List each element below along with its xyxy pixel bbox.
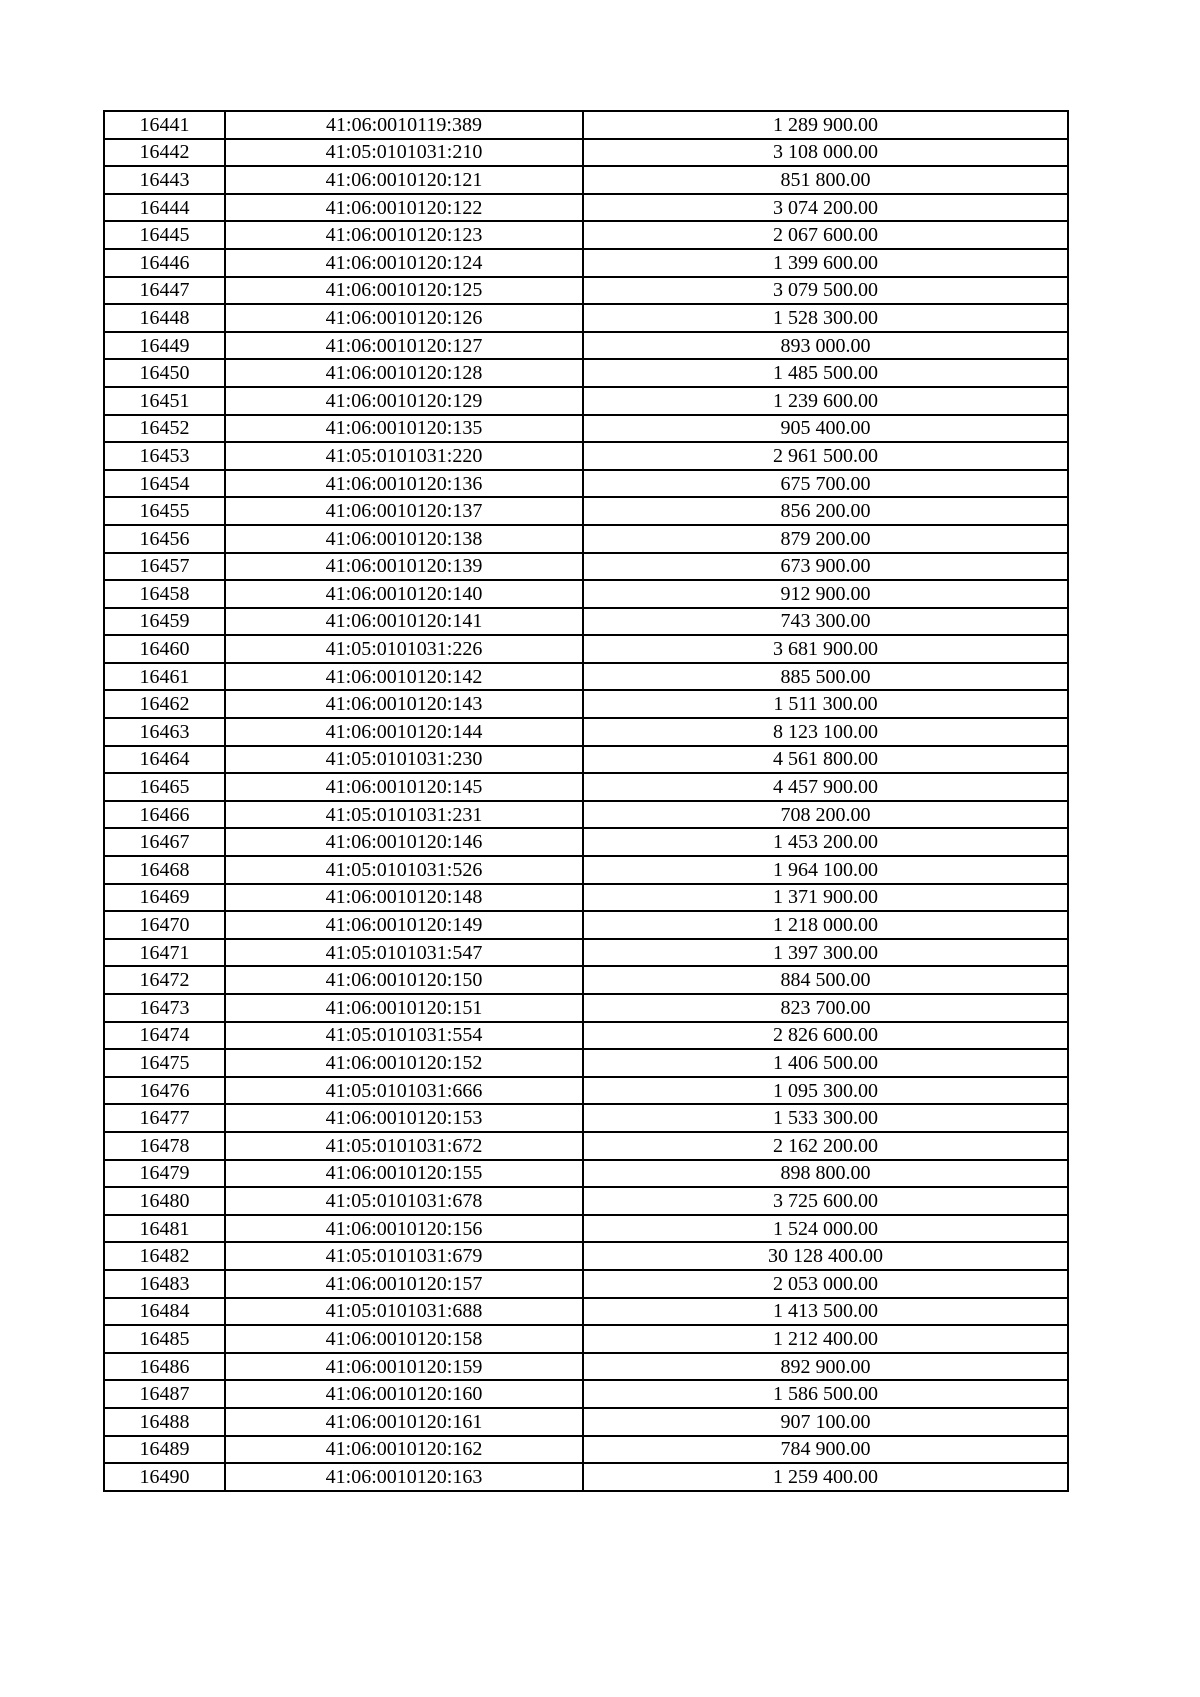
table-row [104, 801, 1068, 829]
cadastral-value-cell: 884 500.00 [583, 966, 1068, 994]
row-number-cell: 16459 [104, 608, 225, 636]
cadastral-number-cell: 41:06:0010119:389 [225, 111, 583, 139]
row-number-cell: 16471 [104, 939, 225, 967]
row-number-cell: 16446 [104, 249, 225, 277]
cadastral-number-cell: 41:06:0010120:150 [225, 966, 583, 994]
cadastral-value-cell: 1 511 300.00 [583, 690, 1068, 718]
row-number-cell: 16466 [104, 801, 225, 829]
cadastral-value-cell: 673 900.00 [583, 553, 1068, 581]
row-number-cell: 16454 [104, 470, 225, 498]
row-number-cell: 16443 [104, 166, 225, 194]
cadastral-value-cell: 905 400.00 [583, 415, 1068, 443]
cadastral-number-cell: 41:05:0101031:672 [225, 1132, 583, 1160]
row-number-cell: 16481 [104, 1215, 225, 1243]
cadastral-number-cell: 41:06:0010120:160 [225, 1380, 583, 1408]
cadastral-value-cell: 1 533 300.00 [583, 1104, 1068, 1132]
row-number-cell: 16487 [104, 1380, 225, 1408]
row-number-cell: 16476 [104, 1077, 225, 1105]
table-row [104, 939, 1068, 967]
cadastral-number-cell: 41:06:0010120:156 [225, 1215, 583, 1243]
table-row [104, 690, 1068, 718]
cadastral-number-cell: 41:05:0101031:210 [225, 139, 583, 167]
cadastral-value-cell: 3 074 200.00 [583, 194, 1068, 222]
table-row [104, 1132, 1068, 1160]
cadastral-number-cell: 41:06:0010120:141 [225, 608, 583, 636]
table-row [104, 1187, 1068, 1215]
row-number-cell: 16447 [104, 277, 225, 305]
table-row [104, 1242, 1068, 1270]
cadastral-value-cell: 879 200.00 [583, 525, 1068, 553]
row-number-cell: 16444 [104, 194, 225, 222]
cadastral-number-cell: 41:06:0010120:144 [225, 718, 583, 746]
cadastral-number-cell: 41:06:0010120:155 [225, 1160, 583, 1188]
cadastral-number-cell: 41:05:0101031:679 [225, 1242, 583, 1270]
cadastral-number-cell: 41:06:0010120:162 [225, 1436, 583, 1464]
row-number-cell: 16486 [104, 1353, 225, 1381]
cadastral-number-cell: 41:06:0010120:137 [225, 497, 583, 525]
cadastral-value-cell: 892 900.00 [583, 1353, 1068, 1381]
cadastral-number-cell: 41:06:0010120:135 [225, 415, 583, 443]
cadastral-number-cell: 41:06:0010120:149 [225, 911, 583, 939]
table-row [104, 442, 1068, 470]
cadastral-value-cell: 1 212 400.00 [583, 1325, 1068, 1353]
table-row [104, 1325, 1068, 1353]
row-number-cell: 16480 [104, 1187, 225, 1215]
table-row [104, 966, 1068, 994]
row-number-cell: 16490 [104, 1463, 225, 1491]
table-row [104, 304, 1068, 332]
cadastral-number-cell: 41:06:0010120:161 [225, 1408, 583, 1436]
table-row [104, 1353, 1068, 1381]
row-number-cell: 16469 [104, 884, 225, 912]
cadastral-number-cell: 41:06:0010120:139 [225, 553, 583, 581]
row-number-cell: 16473 [104, 994, 225, 1022]
cadastral-value-cell: 898 800.00 [583, 1160, 1068, 1188]
cadastral-value-cell: 2 053 000.00 [583, 1270, 1068, 1298]
cadastral-value-cell: 1 289 900.00 [583, 111, 1068, 139]
cadastral-value-cell: 1 413 500.00 [583, 1298, 1068, 1326]
cadastral-value-cell: 2 961 500.00 [583, 442, 1068, 470]
cadastral-number-cell: 41:06:0010120:127 [225, 332, 583, 360]
row-number-cell: 16448 [104, 304, 225, 332]
table-row [104, 1215, 1068, 1243]
row-number-cell: 16453 [104, 442, 225, 470]
table-row [104, 111, 1068, 139]
cadastral-number-cell: 41:06:0010120:159 [225, 1353, 583, 1381]
row-number-cell: 16463 [104, 718, 225, 746]
row-number-cell: 16478 [104, 1132, 225, 1160]
cadastral-number-cell: 41:06:0010120:129 [225, 387, 583, 415]
table-row [104, 773, 1068, 801]
table-row [104, 166, 1068, 194]
table-row [104, 580, 1068, 608]
cadastral-value-cell: 4 561 800.00 [583, 746, 1068, 774]
table-row [104, 635, 1068, 663]
cadastral-number-cell: 41:06:0010120:146 [225, 828, 583, 856]
cadastral-number-cell: 41:06:0010120:157 [225, 1270, 583, 1298]
table-row [104, 1380, 1068, 1408]
row-number-cell: 16460 [104, 635, 225, 663]
row-number-cell: 16450 [104, 359, 225, 387]
cadastral-value-cell: 1 586 500.00 [583, 1380, 1068, 1408]
row-number-cell: 16488 [104, 1408, 225, 1436]
cadastral-value-cell: 743 300.00 [583, 608, 1068, 636]
table-row [104, 415, 1068, 443]
table-row [104, 1022, 1068, 1050]
table-row [104, 994, 1068, 1022]
row-number-cell: 16457 [104, 553, 225, 581]
cadastral-value-cell: 907 100.00 [583, 1408, 1068, 1436]
cadastral-number-cell: 41:05:0101031:226 [225, 635, 583, 663]
cadastral-value-cell: 1 095 300.00 [583, 1077, 1068, 1105]
cadastral-value-cell: 8 123 100.00 [583, 718, 1068, 746]
row-number-cell: 16465 [104, 773, 225, 801]
cadastral-number-cell: 41:05:0101031:678 [225, 1187, 583, 1215]
cadastral-number-cell: 41:06:0010120:138 [225, 525, 583, 553]
row-number-cell: 16445 [104, 221, 225, 249]
table-row [104, 221, 1068, 249]
cadastral-value-cell: 2 067 600.00 [583, 221, 1068, 249]
table-row [104, 277, 1068, 305]
table-row [104, 1049, 1068, 1077]
row-number-cell: 16468 [104, 856, 225, 884]
table-row [104, 139, 1068, 167]
row-number-cell: 16452 [104, 415, 225, 443]
cadastral-value-cell: 784 900.00 [583, 1436, 1068, 1464]
cadastral-value-cell: 1 239 600.00 [583, 387, 1068, 415]
table-row [104, 525, 1068, 553]
cadastral-number-cell: 41:06:0010120:148 [225, 884, 583, 912]
cadastral-value-cell: 1 485 500.00 [583, 359, 1068, 387]
cadastral-value-cell: 1 259 400.00 [583, 1463, 1068, 1491]
cadastral-number-cell: 41:06:0010120:145 [225, 773, 583, 801]
cadastral-value-cell: 851 800.00 [583, 166, 1068, 194]
cadastral-value-cell: 1 371 900.00 [583, 884, 1068, 912]
cadastral-number-cell: 41:06:0010120:153 [225, 1104, 583, 1132]
row-number-cell: 16472 [104, 966, 225, 994]
cadastral-number-cell: 41:06:0010120:158 [225, 1325, 583, 1353]
row-number-cell: 16441 [104, 111, 225, 139]
table-row [104, 911, 1068, 939]
cadastral-value-cell: 4 457 900.00 [583, 773, 1068, 801]
table-row [104, 332, 1068, 360]
cadastral-number-cell: 41:06:0010120:126 [225, 304, 583, 332]
table-row [104, 470, 1068, 498]
row-number-cell: 16475 [104, 1049, 225, 1077]
cadastral-value-cell: 1 528 300.00 [583, 304, 1068, 332]
row-number-cell: 16451 [104, 387, 225, 415]
cadastral-value-cell: 1 218 000.00 [583, 911, 1068, 939]
cadastral-value-cell: 823 700.00 [583, 994, 1068, 1022]
table-row [104, 1160, 1068, 1188]
cadastral-number-cell: 41:06:0010120:121 [225, 166, 583, 194]
row-number-cell: 16484 [104, 1298, 225, 1326]
row-number-cell: 16470 [104, 911, 225, 939]
table-row [104, 249, 1068, 277]
cadastral-number-cell: 41:06:0010120:123 [225, 221, 583, 249]
cadastral-number-cell: 41:06:0010120:163 [225, 1463, 583, 1491]
table-row [104, 1463, 1068, 1491]
row-number-cell: 16479 [104, 1160, 225, 1188]
table-row [104, 608, 1068, 636]
table-row [104, 1104, 1068, 1132]
cadastral-number-cell: 41:06:0010120:142 [225, 663, 583, 691]
cadastral-value-table [103, 110, 1069, 1492]
table-row [104, 718, 1068, 746]
table-row [104, 1298, 1068, 1326]
row-number-cell: 16456 [104, 525, 225, 553]
table-row [104, 884, 1068, 912]
table-row [104, 359, 1068, 387]
table-row [104, 1077, 1068, 1105]
cadastral-value-cell: 708 200.00 [583, 801, 1068, 829]
row-number-cell: 16485 [104, 1325, 225, 1353]
cadastral-number-cell: 41:05:0101031:220 [225, 442, 583, 470]
table-row [104, 663, 1068, 691]
cadastral-value-cell: 912 900.00 [583, 580, 1068, 608]
row-number-cell: 16455 [104, 497, 225, 525]
cadastral-number-cell: 41:05:0101031:688 [225, 1298, 583, 1326]
table-row [104, 746, 1068, 774]
cadastral-value-cell: 2 162 200.00 [583, 1132, 1068, 1160]
cadastral-value-cell: 1 524 000.00 [583, 1215, 1068, 1243]
cadastral-number-cell: 41:06:0010120:124 [225, 249, 583, 277]
table-row [104, 553, 1068, 581]
cadastral-value-cell: 3 681 900.00 [583, 635, 1068, 663]
row-number-cell: 16489 [104, 1436, 225, 1464]
cadastral-number-cell: 41:06:0010120:140 [225, 580, 583, 608]
cadastral-value-cell: 3 725 600.00 [583, 1187, 1068, 1215]
table-row [104, 1408, 1068, 1436]
cadastral-number-cell: 41:06:0010120:122 [225, 194, 583, 222]
row-number-cell: 16483 [104, 1270, 225, 1298]
row-number-cell: 16458 [104, 580, 225, 608]
table-row [104, 828, 1068, 856]
cadastral-value-cell: 2 826 600.00 [583, 1022, 1068, 1050]
cadastral-value-cell: 675 700.00 [583, 470, 1068, 498]
cadastral-number-cell: 41:05:0101031:231 [225, 801, 583, 829]
cadastral-value-cell: 1 964 100.00 [583, 856, 1068, 884]
cadastral-value-cell: 885 500.00 [583, 663, 1068, 691]
row-number-cell: 16449 [104, 332, 225, 360]
row-number-cell: 16462 [104, 690, 225, 718]
table-row [104, 194, 1068, 222]
cadastral-value-cell: 3 079 500.00 [583, 277, 1068, 305]
row-number-cell: 16482 [104, 1242, 225, 1270]
cadastral-number-cell: 41:05:0101031:230 [225, 746, 583, 774]
table-row [104, 856, 1068, 884]
table-row [104, 1270, 1068, 1298]
cadastral-value-cell: 856 200.00 [583, 497, 1068, 525]
cadastral-value-cell: 1 399 600.00 [583, 249, 1068, 277]
cadastral-number-cell: 41:05:0101031:554 [225, 1022, 583, 1050]
row-number-cell: 16464 [104, 746, 225, 774]
cadastral-value-cell: 3 108 000.00 [583, 139, 1068, 167]
cadastral-number-cell: 41:06:0010120:125 [225, 277, 583, 305]
cadastral-number-cell: 41:06:0010120:128 [225, 359, 583, 387]
cadastral-number-cell: 41:06:0010120:152 [225, 1049, 583, 1077]
cadastral-value-cell: 1 453 200.00 [583, 828, 1068, 856]
row-number-cell: 16461 [104, 663, 225, 691]
table-row [104, 1436, 1068, 1464]
cadastral-number-cell: 41:05:0101031:526 [225, 856, 583, 884]
cadastral-value-cell: 893 000.00 [583, 332, 1068, 360]
cadastral-number-cell: 41:05:0101031:666 [225, 1077, 583, 1105]
row-number-cell: 16442 [104, 139, 225, 167]
cadastral-value-cell: 1 406 500.00 [583, 1049, 1068, 1077]
table-row [104, 387, 1068, 415]
cadastral-number-cell: 41:06:0010120:143 [225, 690, 583, 718]
cadastral-value-cell: 1 397 300.00 [583, 939, 1068, 967]
cadastral-number-cell: 41:06:0010120:136 [225, 470, 583, 498]
cadastral-value-cell: 30 128 400.00 [583, 1242, 1068, 1270]
cadastral-number-cell: 41:05:0101031:547 [225, 939, 583, 967]
row-number-cell: 16467 [104, 828, 225, 856]
cadastral-number-cell: 41:06:0010120:151 [225, 994, 583, 1022]
table-body [104, 111, 1068, 1491]
row-number-cell: 16474 [104, 1022, 225, 1050]
table-row [104, 497, 1068, 525]
row-number-cell: 16477 [104, 1104, 225, 1132]
